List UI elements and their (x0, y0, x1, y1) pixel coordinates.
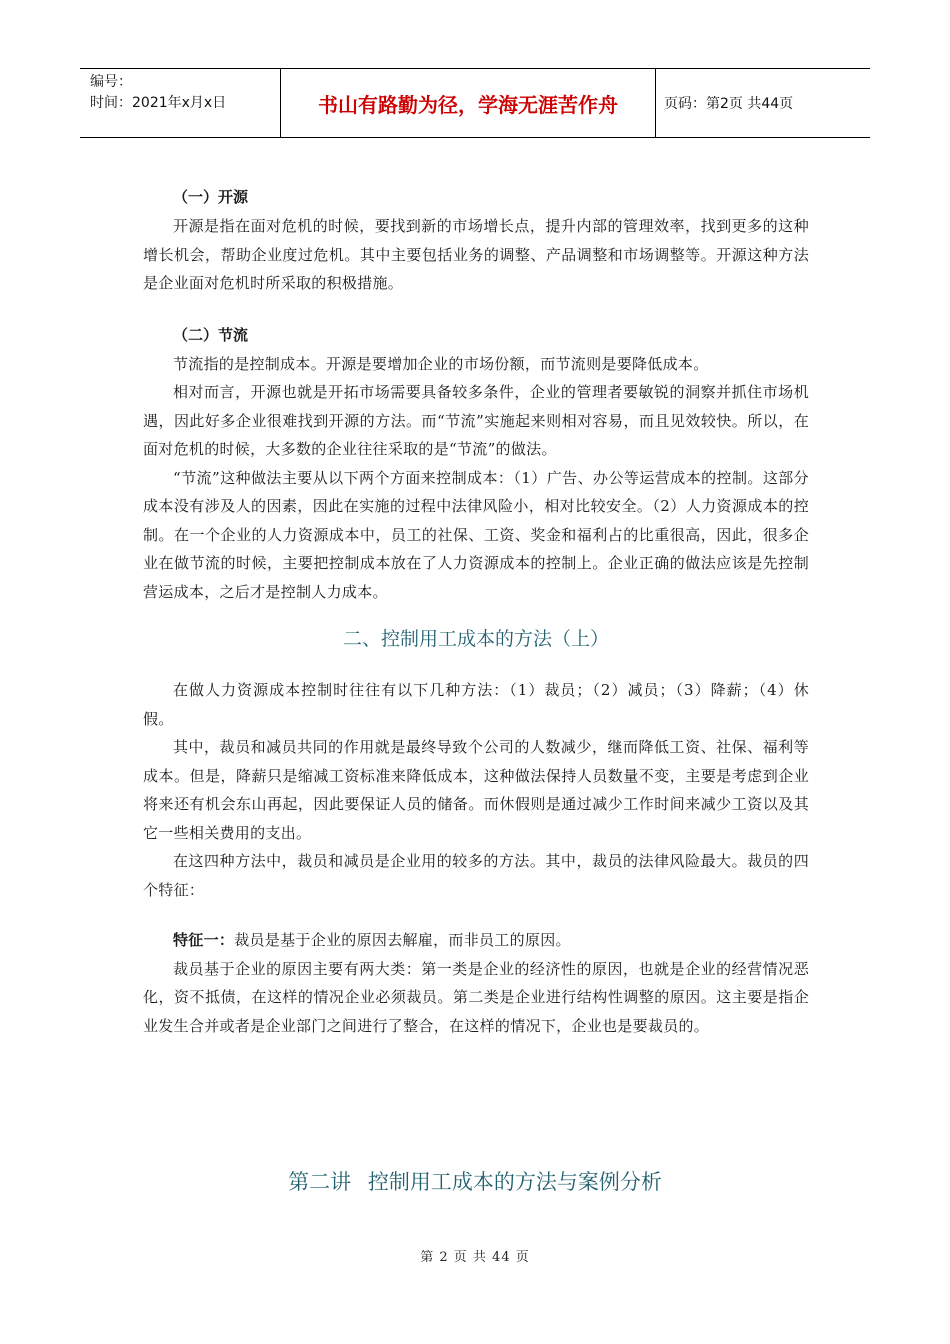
subheading-kaiyuan: （一）开源 (173, 188, 249, 206)
header-page-info: 页码：第2页 共44页 (664, 96, 794, 112)
header-meta (80, 69, 281, 137)
paragraph: 相对而言，开源也就是开拓市场需要具备较多条件，企业的管理者要敏锐的洞察并抓住市场机遇，因此好多企业很难找到开源的方法。而“节流”实施起来则相对容易，而且见效较快。所以，在面对危机的时候，大多数的企业往往采取的是“节流”的做法。 (143, 383, 809, 458)
feature-label: 特征一： (173, 931, 235, 949)
paragraph: 裁员基于企业的原因主要有两大类：第一类是企业的经济性的原因，也就是企业的经营情况恶化，资不抵债，在这样的情况企业必须裁员。第二类是企业进行结构性调整的原因。这主要是指企业发生合并或者是企业部门之间进行了整合，在这样的情况下，企业也是要裁员的。 (143, 959, 809, 1035)
document-number-label: 编号： (90, 74, 132, 90)
lecture-title: 第二讲 控制用工成本的方法与案例分析 (288, 1170, 662, 1194)
page-footer: 第 2 页 共 44 页 (420, 1250, 530, 1265)
paragraph: 开源是指在面对危机的时候，要找到新的市场增长点，提升内部的管理效率，找到更多的这种增长机会，帮助企业度过危机。其中主要包括业务的调整、产品调整和市场调整等。开源这种方法是企业面对危机时所采取的积极措施。 (143, 217, 809, 292)
page-header (80, 68, 870, 138)
document-date: 时间：2021年x月x日 (90, 95, 227, 111)
paragraph: 节流指的是控制成本。开源是要增加企业的市场份额，而节流则是要降低成本。 (173, 354, 709, 373)
feature-one (143, 926, 809, 955)
paragraph: “节流”这种做法主要从以下两个方面来控制成本：（1）广告、办公等运营成本的控制。这部分成本没有涉及人的因素，因此在实施的过程中法律风险小，相对比较安全。（2）人力资源成本的控制。在一个企业的人力资源成本中，员工的社保、工资、奖金和福利占的比重很高，因此，很多企业在做节流的时候，主要把控制成本放在了人力资源成本的控制上。企业正确的做法应该是先控制营运成本，之后才是控制人力成本。 (143, 468, 809, 601)
paragraph: 在这四种方法中，裁员和减员是企业用的较多的方法。其中，裁员的法律风险最大。裁员的四个特征： (143, 852, 809, 899)
feature-text: 裁员是基于企业的原因去解雇，而非员工的原因。 (234, 931, 571, 949)
subheading-jieliu: （二）节流 (173, 325, 249, 344)
paragraph: 其中，裁员和减员共同的作用就是最终导致个公司的人数减少，继而降低工资、社保、福利等成本。但是，降薪只是缩减工资标准来降低成本，这种做法保持人员数量不变，主要是考虑到企业将来还有机会东山再起，因此要保证人员的储备。而休假则是通过减少工作时间来减少工资以及其它一些相关费用的支出。 (143, 738, 809, 842)
document-body (143, 182, 809, 1040)
paragraph: 在做人力资源成本控制时往往有以下几种方法：（1）裁员；（2）减员；（3）降薪；（4）休假。 (143, 681, 809, 728)
header-motto: 书山有路勤为径，学海无涯苦作舟 (281, 69, 656, 137)
section-title: 二、控制用工成本的方法（上） (342, 628, 609, 650)
